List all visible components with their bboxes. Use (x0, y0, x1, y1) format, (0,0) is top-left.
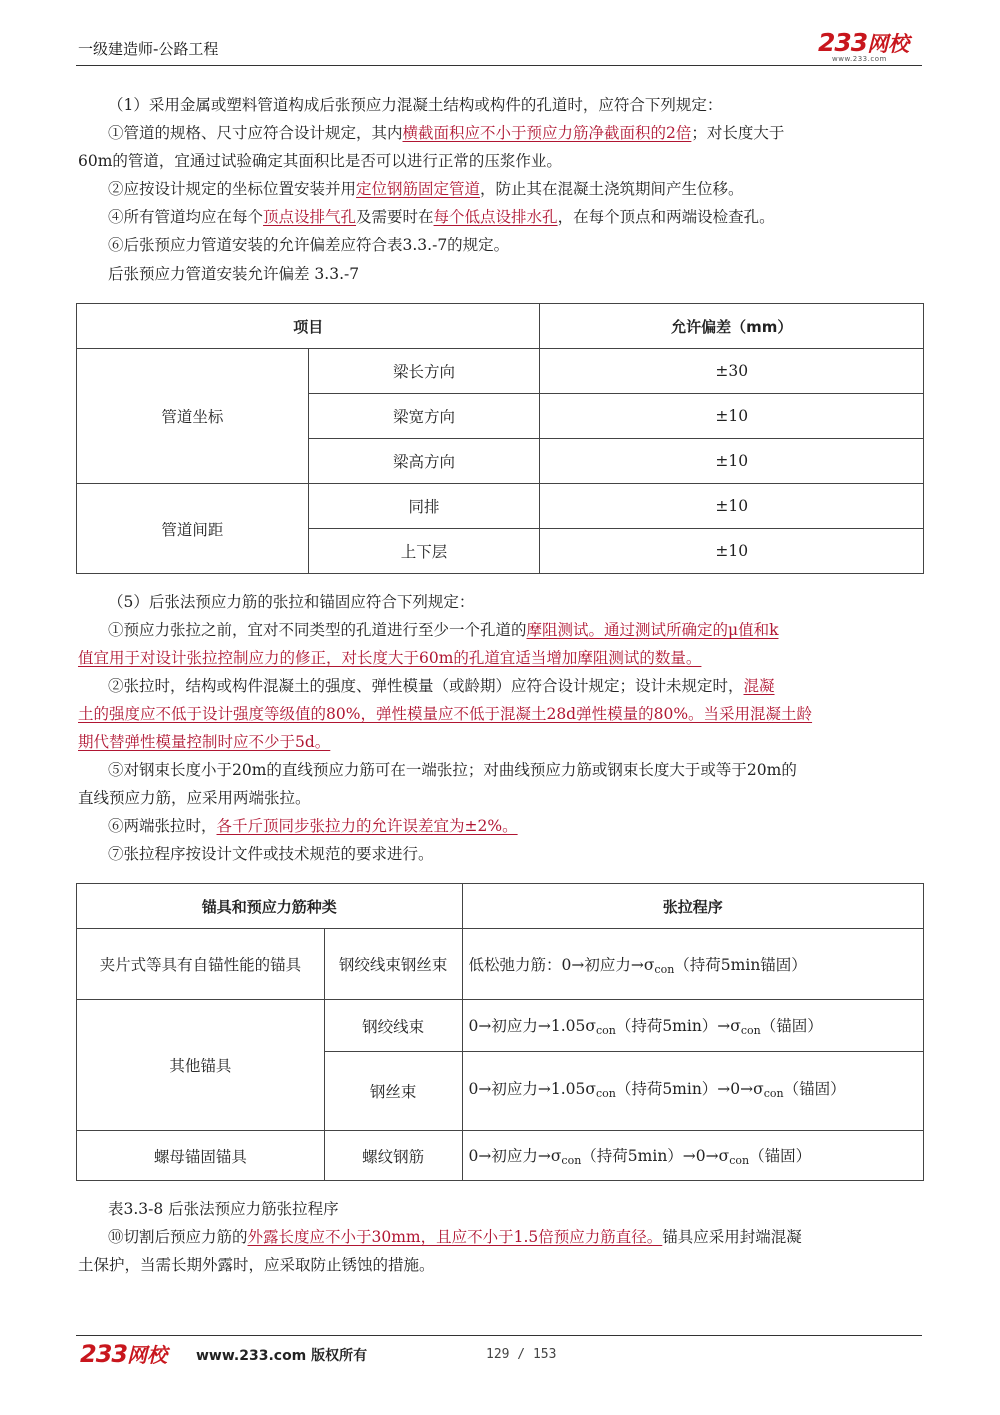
text: （锚固） (760, 1017, 823, 1035)
text: ⑩切割后预应力筋的 (108, 1228, 248, 1246)
text: ⑥两端张拉时， (108, 817, 217, 835)
text: 锚具应采用封端混凝 (662, 1228, 802, 1246)
text: ④所有管道均应在每个 (108, 208, 264, 226)
table-row (77, 1000, 924, 1052)
footer-divider (76, 1335, 922, 1336)
highlight-text: 各千斤顶同步张拉力的允许误差宜为±2%。 (216, 817, 518, 835)
group-cell: 管道间距 (77, 484, 309, 574)
subscript: con (595, 1086, 616, 1100)
text: （持荷5min）→σ (615, 1017, 741, 1035)
item10-cont: 土保护，当需长期外露时，应采取防止锈蚀的措施。 (78, 1256, 435, 1274)
table-cell: 钢绞线束 (324, 1000, 462, 1052)
table-cell: ±10 (540, 394, 924, 439)
header-title: 一级建造师-公路工程 (78, 40, 219, 58)
logo-number: 233 (80, 1340, 128, 1368)
table-cell: 螺母锚固锚具 (77, 1131, 325, 1181)
section5-item2-cont2 (78, 729, 928, 756)
highlight-text: 横截面积应不小于预应力筋净截面积的2倍 (402, 124, 692, 142)
group-cell: 管道坐标 (77, 349, 309, 484)
column-header: 允许偏差（mm） (540, 304, 924, 349)
table-row (77, 484, 924, 529)
subscript: con (595, 1024, 616, 1037)
table-row (77, 1131, 924, 1181)
highlight-text: 混凝 (743, 677, 775, 695)
subscript: con (561, 1154, 582, 1167)
section1-item4 (78, 204, 958, 231)
text: （锚固） (749, 1147, 812, 1165)
brand-logo[interactable] (818, 28, 910, 63)
table-cell: ±10 (540, 439, 924, 484)
text: （持荷5min锚固） (674, 955, 807, 974)
section5-item5-cont: 直线预应力筋，应采用两端张拉。 (78, 789, 311, 807)
text: ；对长度大于 (691, 124, 785, 142)
subscript: con (729, 1154, 750, 1167)
text: （持荷5min）→0→σ (581, 1147, 730, 1165)
section1-item2 (78, 176, 958, 203)
table-cell: ±10 (540, 529, 924, 574)
section1-item1-cont: 60m的管道，宜通过试验确定其面积比是否可以进行正常的压浆作业。 (78, 152, 562, 170)
table-header-row (77, 304, 924, 349)
text: 低松弛力筋：0→初应力→σ (468, 955, 655, 974)
table-cell (462, 1052, 924, 1131)
text: ，在每个顶点和两端设检查孔。 (557, 208, 775, 226)
table-cell (462, 929, 924, 1000)
text: 0→初应力→1.05σ (468, 1017, 596, 1035)
table-cell: 同排 (308, 484, 540, 529)
section5-item7: ⑦张拉程序按设计文件或技术规范的要求进行。 (108, 845, 434, 863)
table-cell: ±30 (540, 349, 924, 394)
section5-item2-cont (78, 701, 928, 728)
highlight-text: 定位钢筋固定管道 (356, 180, 481, 198)
column-header: 项目 (77, 304, 540, 349)
table-header-row (77, 884, 924, 929)
highlight-text: 期代替弹性模量控制时应不少于5d。 (78, 733, 331, 751)
table-cell: 螺纹钢筋 (324, 1131, 462, 1181)
header-divider (76, 65, 922, 66)
subscript: con (763, 1086, 784, 1100)
table-cell: 梁长方向 (308, 349, 540, 394)
column-header: 锚具和预应力筋种类 (77, 884, 463, 929)
section5-item6 (78, 813, 958, 840)
section1-intro: （1）采用金属或塑料管道构成后张预应力混凝土结构或构件的孔道时，应符合下列规定： (108, 96, 723, 114)
table2-caption: 表3.3-8 后张法预应力筋张拉程序 (108, 1200, 339, 1218)
item10 (78, 1224, 958, 1251)
section5-item1-cont (78, 645, 928, 672)
table-cell (462, 1131, 924, 1181)
section5-item2 (78, 673, 958, 700)
table-cell (462, 1000, 924, 1052)
table-row (77, 349, 924, 394)
highlight-text: 值宜用于对设计张拉控制应力的修正，对长度大于60m的孔道宜适当增加摩阻测试的数量。 (78, 649, 702, 667)
table-cell: 梁高方向 (308, 439, 540, 484)
section5-item1 (78, 617, 958, 644)
table-cell: 上下层 (308, 529, 540, 574)
section1-item1 (78, 120, 958, 147)
text: ①管道的规格、尺寸应符合设计规定，其内 (108, 124, 403, 142)
highlight-text: 土的强度应不低于设计强度等级值的80%，弹性模量应不低于混凝土28d弹性模量的80%。当采用混凝土龄 (78, 705, 813, 723)
page-number: 129 / 153 (486, 1347, 557, 1362)
highlight-text: 外露长度应不小于30mm，且应不小于1.5倍预应力筋直径。 (247, 1228, 663, 1246)
tolerance-table (76, 303, 924, 574)
highlight-text: 顶点设排气孔 (263, 208, 357, 226)
text: ②应按设计规定的坐标位置安装并用 (108, 180, 357, 198)
group-cell: 其他锚具 (77, 1000, 325, 1131)
table-cell: 钢绞线束钢丝束 (324, 929, 462, 1000)
text: （锚固） (783, 1079, 846, 1098)
section1-item6: ⑥后张预应力管道安装的允许偏差应符合表3.3.-7的规定。 (108, 236, 510, 254)
text: 0→初应力→1.05σ (468, 1079, 596, 1098)
footer-logo[interactable] (80, 1339, 167, 1368)
highlight-text: 摩阻测试。通过测试所确定的μ值和k (526, 621, 779, 639)
subscript: con (654, 962, 675, 976)
table-cell: 夹片式等具有自锚性能的锚具 (77, 929, 325, 1000)
tensioning-table (76, 883, 924, 1181)
section5-item5: ⑤对钢束长度小于20m的直线预应力筋可在一端张拉；对曲线预应力筋或钢束长度大于或等于20m的 (108, 761, 797, 779)
logo-text: 网校 (127, 1343, 168, 1367)
highlight-text: 每个低点设排水孔 (433, 208, 558, 226)
footer-copyright[interactable]: www.233.com 版权所有 (196, 1348, 368, 1364)
logo-url: www.233.com (832, 55, 887, 63)
text: 0→初应力→σ (468, 1147, 562, 1165)
table1-caption: 后张预应力管道安装允许偏差 3.3.-7 (108, 265, 360, 283)
logo-number: 233 (818, 28, 868, 57)
text: 及需要时在 (356, 208, 434, 226)
text: ，防止其在混凝土浇筑期间产生位移。 (480, 180, 744, 198)
table-row (77, 929, 924, 1000)
text: ②张拉时，结构或构件混凝土的强度、弹性模量（或龄期）应符合设计规定；设计未规定时， (108, 677, 744, 695)
text: ①预应力张拉之前，宜对不同类型的孔道进行至少一个孔道的 (108, 621, 527, 639)
column-header: 张拉程序 (462, 884, 924, 929)
section5-intro: （5）后张法预应力筋的张拉和锚固应符合下列规定： (108, 593, 475, 611)
table-cell: 梁宽方向 (308, 394, 540, 439)
table-cell: 钢丝束 (324, 1052, 462, 1131)
logo-text: 网校 (867, 32, 910, 56)
text: （持荷5min）→0→σ (615, 1079, 764, 1098)
table-cell: ±10 (540, 484, 924, 529)
subscript: con (740, 1024, 761, 1037)
